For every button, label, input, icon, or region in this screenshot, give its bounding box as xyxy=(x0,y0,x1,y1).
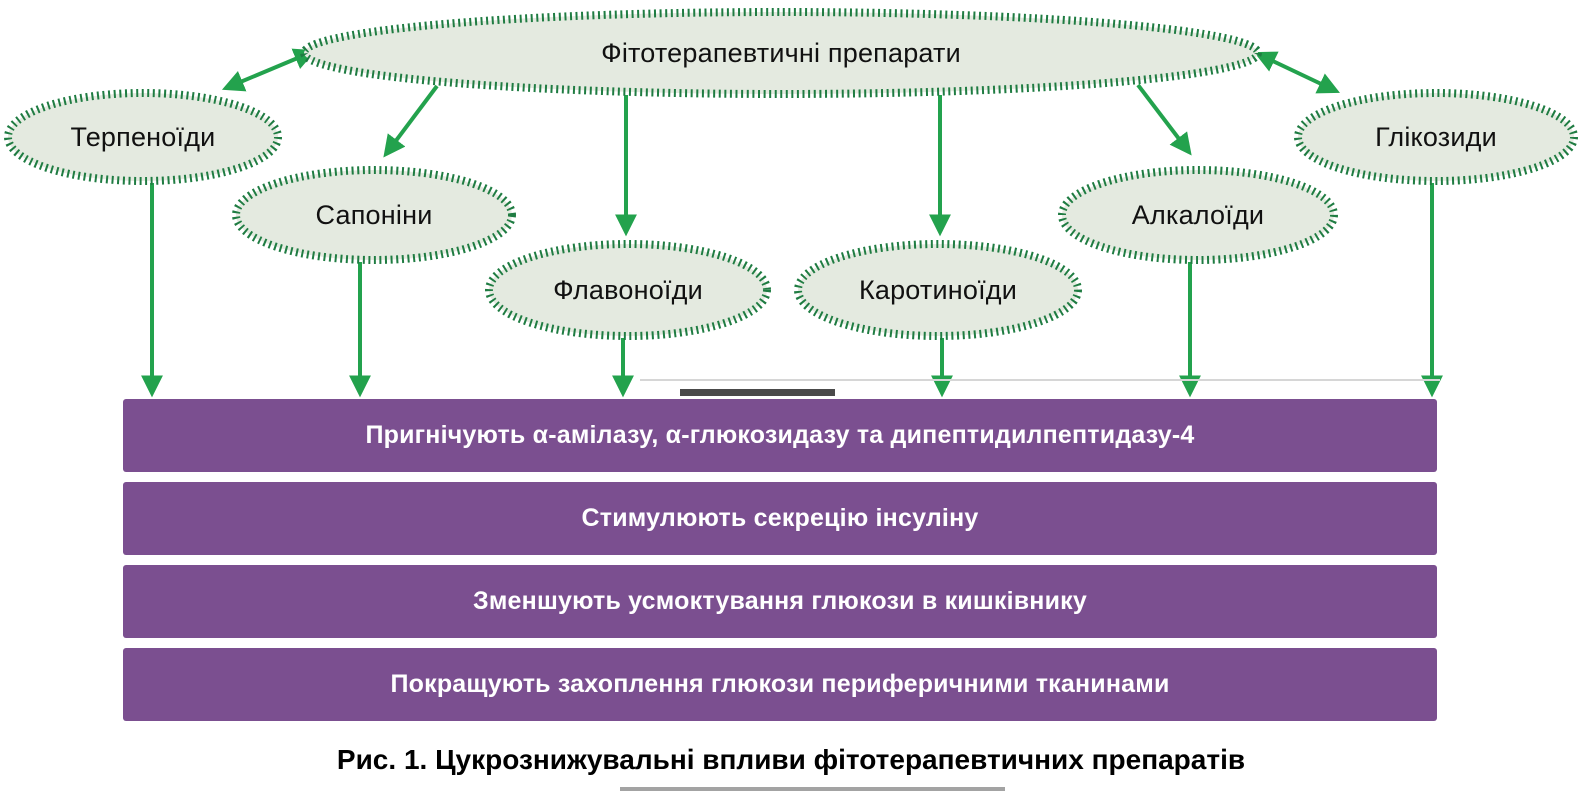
category-label-carotenoids: Каротиноїди xyxy=(858,274,1018,305)
effect-bar-stimulate-insulin: Стимулюють секрецію інсуліну xyxy=(123,482,1437,555)
root-ellipse-label: Фітотерапевтичні препарати xyxy=(601,37,961,68)
ellipse-terpenoids xyxy=(8,93,278,181)
category-label-saponins: Сапоніни xyxy=(315,199,433,230)
arrow-root-saponins xyxy=(386,86,437,154)
category-label-flavonoids: Флавоноїди xyxy=(553,274,703,305)
ellipse-glycosides xyxy=(1298,93,1574,181)
category-label-alkaloids: Алкалоїди xyxy=(1131,199,1265,230)
root-ellipse xyxy=(304,12,1258,94)
ellipse-alkaloids xyxy=(1062,170,1334,260)
figure-caption: Рис. 1. Цукрознижувальні впливи фітотерапевтичних препаратів xyxy=(336,744,1246,775)
arrow-root-alkaloids xyxy=(1138,85,1189,152)
ellipse-carotenoids xyxy=(798,244,1078,336)
category-label-terpenoids: Терпеноїди xyxy=(70,121,216,152)
effect-bar-reduce-absorption: Зменшують усмоктування глюкози в кишківнику xyxy=(123,565,1437,638)
category-label-glycosides: Глікозиди xyxy=(1375,121,1497,152)
ellipse-flavonoids xyxy=(489,244,767,336)
effect-bar-improve-uptake: Покращують захоплення глюкози периферичними тканинами xyxy=(123,648,1437,721)
ellipse-saponins xyxy=(236,170,512,260)
effect-bar-inhibit-enzymes: Пригнічують α-амілазу, α-глюкозидазу та дипептидилпептидазу-4 xyxy=(123,399,1437,472)
arrow-root-terpenoids xyxy=(226,52,312,88)
arrow-root-glycosides xyxy=(1258,54,1336,91)
